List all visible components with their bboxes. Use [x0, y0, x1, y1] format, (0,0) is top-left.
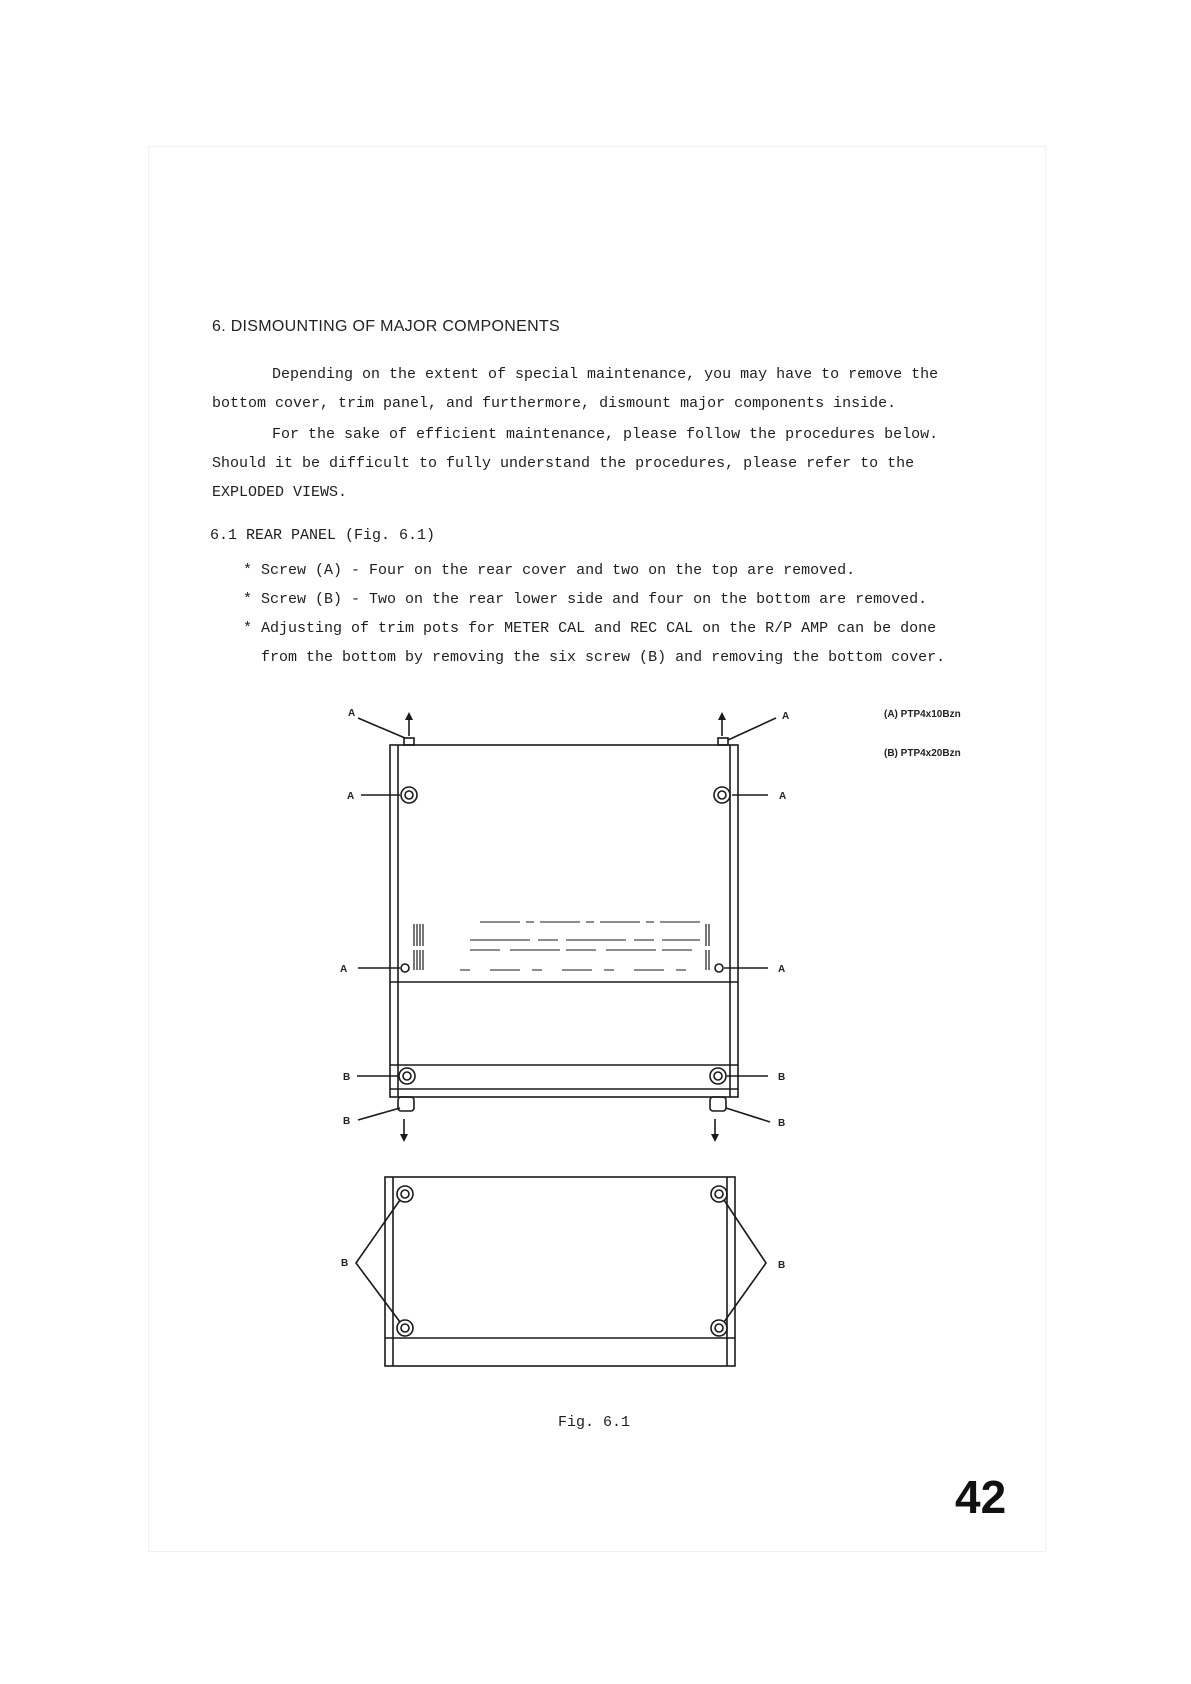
section-heading: 6. DISMOUNTING OF MAJOR COMPONENTS [212, 318, 560, 335]
paragraph-line: bottom cover, trim panel, and furthermore, dismount major components inside. [212, 395, 897, 412]
subsection-number: 6.1 [210, 527, 238, 544]
figure-caption: Fig. 6.1 [558, 1414, 631, 1431]
vent-lines [460, 922, 700, 970]
rear-panel-outline [390, 745, 738, 1097]
screw-b-bottom-tr [711, 1186, 727, 1202]
label-a: A [779, 791, 787, 802]
label-b: B [343, 1072, 351, 1083]
arrow-up-left [405, 712, 413, 720]
label-b: B [341, 1258, 349, 1269]
screw-a-mid-right [715, 964, 723, 972]
paragraph-line: Should it be difficult to fully understand the procedures, please refer to the [212, 455, 915, 472]
screw-a-mid-left [401, 964, 409, 972]
page-number: 42 [955, 1471, 1007, 1523]
paragraph-line: Depending on the extent of special maintenance, you may have to remove the [272, 366, 939, 383]
subsection-label: REAR PANEL (Fig. 6.1) [246, 527, 436, 544]
bullet-marker: * [243, 591, 253, 608]
label-b: B [343, 1116, 351, 1127]
vent-slots-right [706, 924, 709, 970]
label-a: A [348, 708, 356, 719]
top-pin-left [404, 738, 414, 745]
label-a: A [340, 964, 348, 975]
bullet-text: Screw (A) - Four on the rear cover and two on the top are removed. [261, 562, 856, 579]
top-pin-right [718, 738, 728, 745]
paragraph-line: EXPLODED VIEWS. [212, 484, 348, 501]
foot-left [398, 1097, 414, 1111]
screw-b-right [710, 1068, 726, 1084]
arrow-down-right [711, 1134, 719, 1142]
label-a: A [347, 791, 355, 802]
bullet-marker: * [243, 562, 253, 579]
label-b: B [778, 1260, 786, 1271]
label-a: A [778, 964, 786, 975]
screw-a-top-right [714, 787, 730, 803]
legend-screw-a: (A) PTP4x10Bzn [884, 709, 961, 720]
bullet-marker: * [243, 620, 253, 637]
bullet-text: Screw (B) - Two on the rear lower side and four on the bottom are removed. [261, 591, 928, 608]
label-b: B [778, 1072, 786, 1083]
bullet-continuation: from the bottom by removing the six screw (B) and removing the bottom cover. [261, 649, 946, 666]
legend-screw-b: (B) PTP4x20Bzn [884, 748, 961, 759]
arrow-up-right [718, 712, 726, 720]
foot-right [710, 1097, 726, 1111]
screw-b-left [399, 1068, 415, 1084]
arrow-down-left [400, 1134, 408, 1142]
paragraph-line: For the sake of efficient maintenance, please follow the procedures below. [272, 426, 939, 443]
screw-a-top-left [401, 787, 417, 803]
label-b: B [778, 1118, 786, 1129]
label-a: A [782, 711, 790, 722]
vent-slots-left [414, 924, 423, 970]
bullet-text: Adjusting of trim pots for METER CAL and REC CAL on the R/P AMP can be done [261, 620, 937, 637]
